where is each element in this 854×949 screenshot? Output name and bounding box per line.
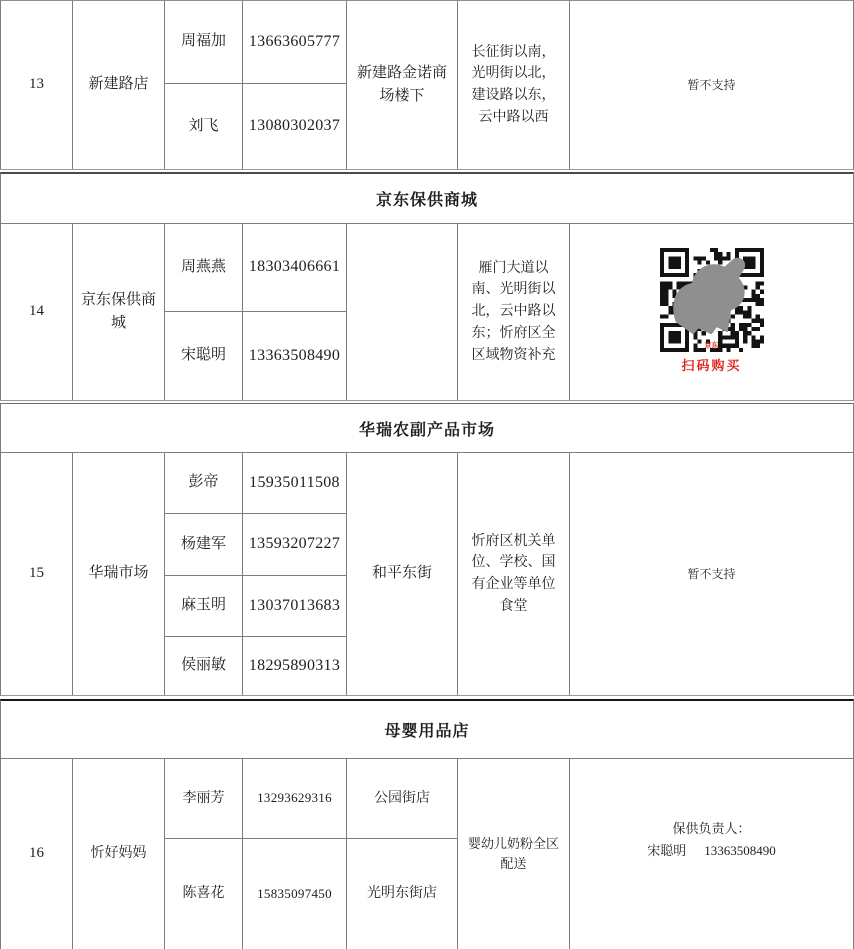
contact-name: 周燕燕 [165,224,243,312]
store-name: 新建路店 [73,1,165,169]
row-index: 13 [1,1,73,169]
contact-phone: 18295890313 [243,637,347,695]
jd-logo-text: 京东 [704,341,719,350]
contact-phone: 13363508490 [243,312,347,400]
contact-name: 李丽芳 [165,759,243,839]
section-header-huarui [0,403,854,453]
store-location: 新建路金诺商场楼下 [347,1,458,169]
contact-phone: 13037013683 [243,576,347,637]
store-name: 忻好妈妈 [73,759,165,949]
branch-location: 光明东街店 [347,839,458,949]
store-row-14 [0,224,854,401]
jd-dog-icon [660,250,764,341]
store-location: 和平东街 [347,453,458,695]
contact-phone: 13080302037 [243,84,347,169]
contact-phone: 13593207227 [243,514,347,576]
contact-phone: 15835097450 [243,839,347,949]
branch-location: 公园街店 [347,759,458,839]
store-name: 京东保供商城 [73,224,165,400]
contact-phone: 13293629316 [243,759,347,839]
qr-scan-caption: 扫码购买 [681,357,742,373]
contact-name: 宋聪明 [165,312,243,400]
section-header-muying [0,699,854,759]
contact-name: 周福加 [165,1,243,84]
contact-name: 陈喜花 [165,839,243,949]
contact-phone: 13663605777 [243,1,347,84]
store-row-15 [0,453,854,696]
coverage-area: 雁门大道以南、光明街以北，云中路以东；忻府区全区域物资补充 [458,224,570,400]
delivery-support: 暂不支持 [687,77,736,92]
contact-name: 麻玉明 [165,576,243,637]
section-title: 母婴用品店 [384,723,470,740]
support-manager-label: 保供负责人： [672,820,751,836]
row-index: 14 [1,224,73,400]
support-manager-name: 宋聪明 [647,843,687,858]
section-title: 京东保供商城 [375,192,478,209]
delivery-support [570,224,853,400]
store-location [347,224,458,400]
contact-name: 杨建军 [165,514,243,576]
store-name: 华瑞市场 [73,453,165,695]
contact-name: 刘飞 [165,84,243,169]
contact-phone: 15935011508 [243,453,347,514]
store-row-16 [0,759,854,949]
section-title: 华瑞农副产品市场 [358,421,495,439]
coverage-area: 忻府区机关单位、学校、国有企业等单位食堂 [458,453,570,695]
coverage-area: 婴幼儿奶粉全区配送 [458,759,570,949]
contact-name: 侯丽敏 [165,637,243,695]
delivery-support [570,759,853,949]
contact-phone: 18303406661 [243,224,347,312]
coverage-area: 长征街以南，光明街以北，建设路以东，云中路以西 [458,1,570,169]
jd-logo [698,284,725,350]
contact-name: 彭帝 [165,453,243,514]
row-index: 15 [1,453,73,695]
delivery-support: 暂不支持 [687,566,736,581]
section-header-jd [0,172,854,224]
row-index: 16 [1,759,73,949]
jd-qr-code [660,248,764,352]
store-row-13 [0,0,854,170]
support-manager-phone: 13363508490 [704,843,776,858]
support-manager-line [647,841,776,861]
